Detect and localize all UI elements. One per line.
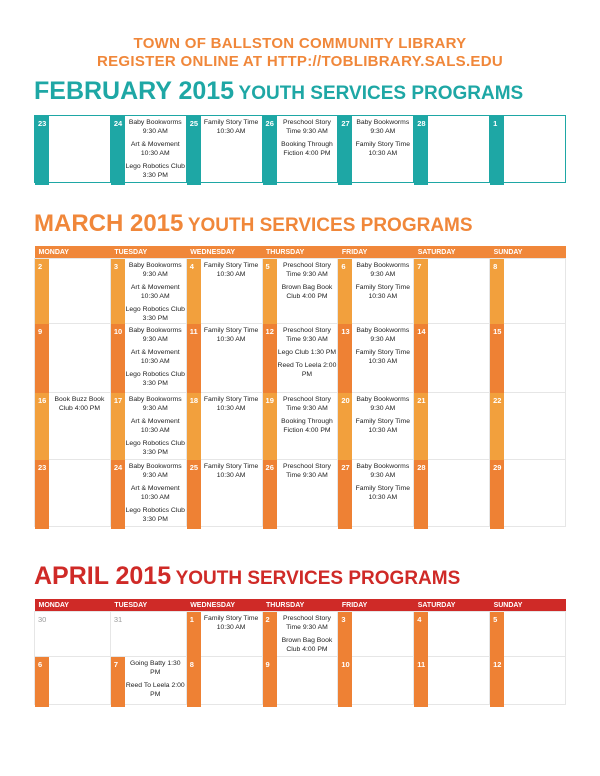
day-cell <box>414 393 490 460</box>
day-cell <box>338 393 414 460</box>
february-title <box>34 77 523 106</box>
day-number: 23 <box>35 460 49 529</box>
day-cell <box>186 324 262 393</box>
program-event: Family Story Time 10:30 AM <box>203 615 259 631</box>
program-event: Baby Bookworms 9:30 AM <box>128 119 182 135</box>
day-cell <box>110 612 186 657</box>
day-number: 6 <box>35 657 49 707</box>
weekday-header <box>35 246 566 259</box>
program-event: Lego Robotics Club 3:30 PM <box>125 306 185 322</box>
day-cell <box>262 116 338 183</box>
week-row <box>35 259 566 324</box>
program-event: Art & Movement 10:30 AM <box>130 141 180 157</box>
weekday-label: FRIDAY <box>338 246 414 259</box>
program-event: Art & Movement 10:30 AM <box>130 418 180 434</box>
day-cell <box>186 612 262 657</box>
day-number: 6 <box>338 259 352 326</box>
april-title-month: APRIL 2015 <box>34 562 172 590</box>
day-number: 3 <box>338 612 352 659</box>
weekday-label: THURSDAY <box>262 599 338 612</box>
week-row <box>35 324 566 393</box>
day-number: 21 <box>414 393 428 462</box>
day-number: 19 <box>263 393 277 462</box>
day-cell <box>338 460 414 527</box>
weekday-label: WEDNESDAY <box>186 246 262 259</box>
day-cell <box>186 657 262 705</box>
day-number: 10 <box>111 324 125 395</box>
program-event: Going Batty 1:30 PM <box>129 660 181 676</box>
day-number: 4 <box>414 612 428 659</box>
day-cell <box>110 324 186 393</box>
march-title-programs: YOUTH SERVICES PROGRAMS <box>187 215 473 236</box>
day-cell <box>414 116 490 183</box>
day-number: 18 <box>187 393 201 462</box>
day-cell <box>262 393 338 460</box>
day-number: 5 <box>490 612 504 659</box>
program-event: Reed To Leela 2:00 PM <box>277 362 337 378</box>
day-number: 14 <box>414 324 428 395</box>
weekday-header <box>35 599 566 612</box>
program-event: Family Story Time 10:30 AM <box>203 396 259 412</box>
day-number: 11 <box>414 657 428 707</box>
day-number: 29 <box>490 460 504 529</box>
day-cell <box>186 116 262 183</box>
day-cell <box>35 259 111 324</box>
day-number: 17 <box>111 393 125 462</box>
program-event: Booking Through Fiction 4:00 PM <box>281 141 333 157</box>
day-cell <box>35 460 111 527</box>
program-event: Art & Movement 10:30 AM <box>130 284 180 300</box>
program-event: Baby Bookworms 9:30 AM <box>128 262 182 278</box>
april-title-programs: YOUTH SERVICES PROGRAMS <box>175 568 461 589</box>
program-event: Preschool Story Time 9:30 AM <box>282 262 331 278</box>
day-number: 8 <box>187 657 201 707</box>
program-event: Baby Bookworms 9:30 AM <box>356 396 410 412</box>
day-number: 7 <box>414 259 428 326</box>
program-event: Art & Movement 10:30 AM <box>130 349 180 365</box>
day-cell <box>490 612 566 657</box>
april-calendar <box>34 599 566 705</box>
program-event: Family Story Time 10:30 AM <box>203 327 259 343</box>
program-event: Preschool Story Time 9:30 AM <box>282 396 331 412</box>
weekday-label: TUESDAY <box>110 599 186 612</box>
day-cell <box>262 460 338 527</box>
program-event: Baby Bookworms 9:30 AM <box>356 327 410 343</box>
day-cell <box>414 324 490 393</box>
march-title <box>34 210 473 238</box>
day-number: 27 <box>338 116 352 185</box>
day-number: 20 <box>338 393 352 462</box>
program-event: Brown Bag Book Club 4:00 PM <box>281 284 333 300</box>
weekday-label: MONDAY <box>35 246 111 259</box>
day-number: 27 <box>338 460 352 529</box>
march-title-month: MARCH 2015 <box>34 210 184 237</box>
day-cell <box>414 460 490 527</box>
program-event: Family Story Time 10:30 AM <box>203 463 259 479</box>
day-number: 24 <box>111 116 125 185</box>
day-number: 31 <box>113 615 123 624</box>
day-number: 4 <box>187 259 201 326</box>
day-cell <box>35 612 111 657</box>
program-event: Baby Bookworms 9:30 AM <box>356 262 410 278</box>
day-number: 26 <box>263 116 277 185</box>
day-number: 10 <box>338 657 352 707</box>
day-cell <box>338 612 414 657</box>
day-number: 28 <box>414 116 428 185</box>
program-event: Reed To Leela 2:00 PM <box>125 682 185 698</box>
day-cell <box>262 612 338 657</box>
weekday-label: WEDNESDAY <box>186 599 262 612</box>
april-title <box>34 562 460 591</box>
day-number: 28 <box>414 460 428 529</box>
day-number: 16 <box>35 393 49 462</box>
day-cell <box>186 393 262 460</box>
day-cell <box>338 657 414 705</box>
march-calendar <box>34 246 566 527</box>
program-event: Family Story Time 10:30 AM <box>355 284 410 300</box>
day-cell <box>262 259 338 324</box>
february-calendar <box>34 115 566 183</box>
day-cell <box>414 259 490 324</box>
program-event: Family Story Time 10:30 AM <box>355 349 410 365</box>
day-number: 9 <box>263 657 277 707</box>
weekday-label: SUNDAY <box>490 246 566 259</box>
weekday-label: TUESDAY <box>110 246 186 259</box>
day-cell <box>186 460 262 527</box>
program-event: Baby Bookworms 9:30 AM <box>128 463 182 479</box>
day-number: 25 <box>187 116 201 185</box>
program-event: Lego Robotics Club 3:30 PM <box>125 440 185 456</box>
week-row <box>35 116 566 183</box>
day-number: 1 <box>490 116 504 185</box>
day-number: 22 <box>490 393 504 462</box>
day-cell <box>490 393 566 460</box>
day-number: 8 <box>490 259 504 326</box>
day-cell <box>110 657 186 705</box>
day-cell <box>262 324 338 393</box>
program-event: Family Story Time 10:30 AM <box>355 141 410 157</box>
weekday-label: SATURDAY <box>414 599 490 612</box>
day-number: 26 <box>263 460 277 529</box>
day-number: 30 <box>38 615 47 624</box>
program-event: Book Buzz Book Club 4:00 PM <box>54 396 105 412</box>
day-number: 15 <box>490 324 504 395</box>
week-row <box>35 393 566 460</box>
program-event: Baby Bookworms 9:30 AM <box>356 463 410 479</box>
program-event: Lego Club 1:30 PM <box>277 349 337 356</box>
weekday-label: FRIDAY <box>338 599 414 612</box>
day-number: 12 <box>490 657 504 707</box>
day-number: 2 <box>263 612 277 659</box>
program-event: Booking Through Fiction 4:00 PM <box>281 418 333 434</box>
program-event: Lego Robotics Club 3:30 PM <box>125 507 185 523</box>
day-number: 7 <box>111 657 125 707</box>
program-event: Baby Bookworms 9:30 AM <box>128 327 182 343</box>
day-number: 2 <box>35 259 49 326</box>
day-number: 25 <box>187 460 201 529</box>
day-cell <box>338 116 414 183</box>
day-number: 23 <box>35 116 49 185</box>
day-cell <box>490 460 566 527</box>
program-event: Lego Robotics Club 3:30 PM <box>125 163 185 179</box>
day-number: 12 <box>263 324 277 395</box>
program-event: Baby Bookworms 9:30 AM <box>356 119 410 135</box>
day-cell <box>414 612 490 657</box>
program-event: Preschool Story Time 9:30 AM <box>282 463 331 479</box>
weekday-label: THURSDAY <box>262 246 338 259</box>
program-event: Preschool Story Time 9:30 AM <box>282 327 331 343</box>
week-row <box>35 657 566 705</box>
day-number: 9 <box>35 324 49 395</box>
program-event: Preschool Story Time 9:30 AM <box>282 119 331 135</box>
program-event: Family Story Time 10:30 AM <box>355 485 410 501</box>
february-title-month: FEBRUARY 2015 <box>34 77 235 105</box>
day-cell <box>35 324 111 393</box>
weekday-label: SATURDAY <box>414 246 490 259</box>
register-line: REGISTER ONLINE AT HTTP://TOBLIBRARY.SALS.EDU <box>96 53 503 70</box>
day-cell <box>35 393 111 460</box>
week-row <box>35 460 566 527</box>
day-cell <box>110 116 186 183</box>
program-event: Art & Movement 10:30 AM <box>130 485 180 501</box>
day-number: 1 <box>187 612 201 659</box>
weekday-label: MONDAY <box>35 599 111 612</box>
day-number: 5 <box>263 259 277 326</box>
day-cell <box>186 259 262 324</box>
program-event: Family Story Time 10:30 AM <box>355 418 410 434</box>
day-cell <box>35 116 111 183</box>
day-cell <box>110 460 186 527</box>
day-cell <box>414 657 490 705</box>
week-row <box>35 612 566 657</box>
program-event: Lego Robotics Club 3:30 PM <box>125 371 185 387</box>
weekday-label: SUNDAY <box>490 599 566 612</box>
day-cell <box>490 259 566 324</box>
day-cell <box>490 657 566 705</box>
day-cell <box>490 324 566 393</box>
day-cell <box>338 324 414 393</box>
program-event: Preschool Story Time 9:30 AM <box>282 615 331 631</box>
program-event: Brown Bag Book Club 4:00 PM <box>281 637 333 653</box>
day-cell <box>35 657 111 705</box>
day-number: 13 <box>338 324 352 395</box>
day-cell <box>490 116 566 183</box>
day-cell <box>338 259 414 324</box>
day-cell <box>262 657 338 705</box>
day-number: 11 <box>187 324 201 395</box>
program-event: Baby Bookworms 9:30 AM <box>128 396 182 412</box>
day-cell <box>110 393 186 460</box>
program-event: Family Story Time 10:30 AM <box>203 119 259 135</box>
day-number: 24 <box>111 460 125 529</box>
program-event: Family Story Time 10:30 AM <box>203 262 259 278</box>
february-title-programs: YOUTH SERVICES PROGRAMS <box>238 83 524 104</box>
day-cell <box>110 259 186 324</box>
day-number: 3 <box>111 259 125 326</box>
library-name: TOWN OF BALLSTON COMMUNITY LIBRARY <box>133 35 467 52</box>
